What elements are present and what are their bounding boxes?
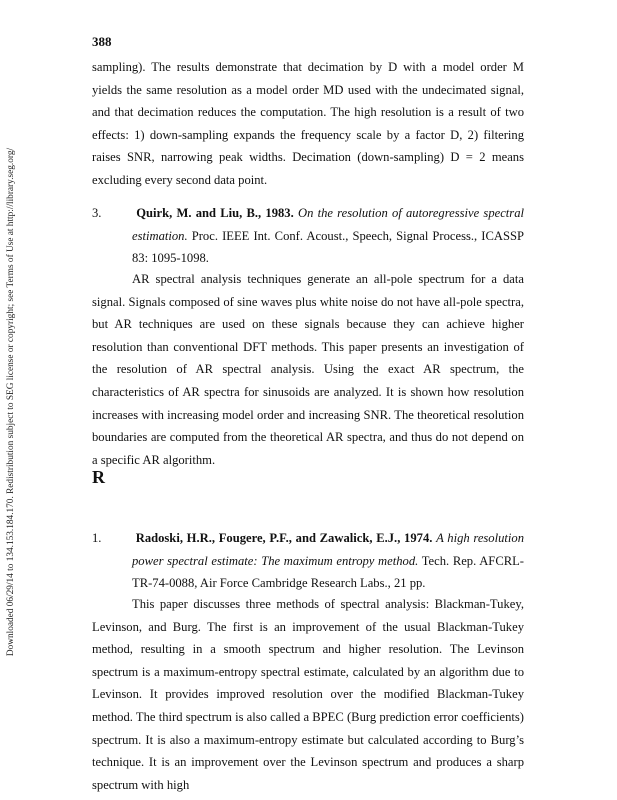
- reference-number: 1.: [92, 531, 102, 545]
- reference-entry-radoski: [92, 527, 524, 595]
- page-number: 388: [92, 34, 112, 49]
- reference-header: [92, 202, 524, 270]
- reference-title: On the resolution of autoregressive spectral estimation.: [132, 206, 524, 243]
- download-notice-margin: [0, 122, 22, 682]
- reference-abstract: This paper discusses three methods of spectral analysis: Blackman-Tukey, Levinson, and Burg. The first is an improvement of the usual Blackman-Tukey method, resulting in a smooth spectrum and higher resolution. The Levinson spectrum is a maximum-entropy spectral estimate, calculated by an algorithm due to Levinson. It provides improved resolution over the modified Blackman-Tukey method. The third spectrum is also called a BPEC (Burg prediction error coefficients) spectrum. It is also a maximum-entropy estimate but calculated according to Burg’s technique. It is an improvement over the Levinson spectrum and produces a sharp spectrum with high: [92, 597, 524, 792]
- reference-authors: Quirk, M. and Liu, B., 1983.: [136, 206, 294, 220]
- reference-header: [92, 527, 524, 595]
- reference-abstract: AR spectral analysis techniques generate an all-pole spectrum for a data signal. Signals composed of sine waves plus white noise do not have all-pole spectra, but AR techniques are used on these signals because they can achieve higher resolution than conventional DFT methods. This paper presents an investigation of the resolution of AR spectral analysis. Using the exact AR spectrum, the characteristics of AR spectra for sinusoids are analyzed. It is shown how resolution increases with increasing model order and increasing SNR. The theoretical resolution boundaries are computed from the theoretical AR spectra, and thus do not depend on a specific AR algorithm.: [92, 272, 524, 467]
- reference-entry-quirk-liu: [92, 202, 524, 270]
- section-heading-letter: R: [92, 467, 105, 487]
- download-notice-text: Downloaded 06/29/14 to 134.153.184.170. Redistribution subject to SEG license or copyright; see Terms of Use at http://library.seg.org/: [6, 147, 16, 657]
- reference-authors: Radoski, H.R., Fougere, P.F., and Zawalick, E.J., 1974.: [135, 531, 433, 545]
- continued-abstract-paragraph: sampling). The results demonstrate that decimation by D with a model order M yields the same resolution as a model order MD used with the undecimated signal, and that decimation reduces the computation. The high resolution is a result of two effects: 1) down-sampling expands the frequency scale by a factor D, 2) filtering raises SNR, narrowing peak widths. Decimation (down-sampling) D = 2 means excluding every second data point.: [92, 60, 524, 187]
- reference-title: A high resolution power spectral estimate: The maximum entropy method.: [132, 531, 524, 568]
- reference-citation: Proc. IEEE Int. Conf. Acoust., Speech, Signal Process., ICASSP 83: 1095-1098.: [132, 228, 524, 266]
- reference-citation: Tech. Rep. AFCRL-TR-74-0088, Air Force Cambridge Research Labs., 21 pp.: [132, 553, 525, 591]
- reference-number: 3.: [92, 206, 102, 220]
